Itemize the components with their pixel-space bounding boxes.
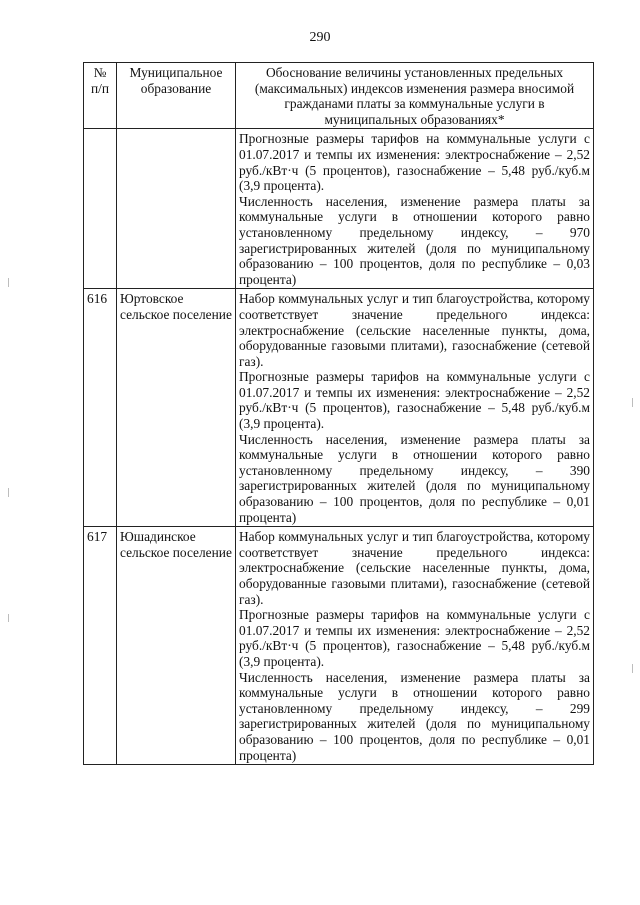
basis-paragraph: Прогнозные размеры тарифов на коммунальные услуги с 01.07.2017 и темпы их изменения: электроснабжение – 2,52 руб./кВт·ч (5 процентов), газоснабжение – 5,48 руб./куб.м (3,9 процента). — [239, 607, 590, 669]
header-municipality: Муниципальное образование — [117, 63, 236, 129]
margin-mark — [8, 488, 9, 497]
row-municipality — [117, 129, 236, 289]
header-basis: Обоснование величины установленных предельных (максимальных) индексов изменения размера вносимой гражданами платы за коммунальные услуги в муниципальных образованиях* — [236, 63, 594, 129]
basis-paragraph: Набор коммунальных услуг и тип благоустройства, которому соответствует значение предельного индекса: электроснабжение (сельские населенные пункты, дома, оборудованные газовыми плитами), газоснабжение (сетевой газ). — [239, 529, 590, 607]
row-municipality: Юртовское сельское поселение — [117, 289, 236, 527]
row-basis — [236, 129, 594, 289]
row-number: 617 — [84, 527, 117, 765]
margin-mark — [8, 614, 9, 622]
basis-paragraph: Прогнозные размеры тарифов на коммунальные услуги с 01.07.2017 и темпы их изменения: электроснабжение – 2,52 руб./кВт·ч (5 процентов), газоснабжение – 5,48 руб./куб.м (3,9 процента). — [239, 131, 590, 194]
margin-mark — [632, 398, 633, 407]
row-basis — [236, 527, 594, 765]
basis-paragraph: Численность населения, изменение размера платы за коммунальные услуги в отношении которого равно установленному предельному индексу, – 390 зарегистрированных жителей (доля по муниципальному образованию – 100 процентов, доля по республике – 0,01 процента) — [239, 431, 590, 525]
basis-paragraph: Прогнозные размеры тарифов на коммунальные услуги с 01.07.2017 и темпы их изменения: электроснабжение – 2,52 руб./кВт·ч (5 процентов), газоснабжение – 5,48 руб./куб.м (3,9 процента). — [239, 369, 590, 432]
table-row — [84, 129, 594, 289]
page-number: 290 — [309, 30, 331, 45]
row-number — [84, 129, 117, 289]
basis-paragraph: Численность населения, изменение размера платы за коммунальные услуги в отношении которого равно установленному предельному индексу, – 299 зарегистрированных жителей (доля по муниципальному образованию – 100 процентов, доля по республике – 0,01 процента) — [239, 669, 590, 763]
table-body — [84, 129, 594, 765]
table-row — [84, 289, 594, 527]
header-number — [84, 63, 117, 129]
table-header-row — [84, 63, 594, 129]
margin-mark — [8, 278, 9, 287]
table-row — [84, 527, 594, 765]
tariff-index-table — [83, 62, 594, 765]
row-basis — [236, 289, 594, 527]
basis-paragraph: Численность населения, изменение размера платы за коммунальные услуги в отношении которого равно установленному предельному индексу, – 970 зарегистрированных жителей (доля по муниципальному образованию – 100 процентов, доля по республике – 0,03 процента) — [239, 193, 590, 287]
row-municipality: Юшадинское сельское поселение — [117, 527, 236, 765]
header-number-line-2: п/п — [90, 80, 110, 96]
header-number-line-1: № — [93, 65, 107, 80]
basis-paragraph: Набор коммунальных услуг и тип благоустройства, которому соответствует значение предельного индекса: электроснабжение (сельские населенные пункты, дома, оборудованные газовыми плитами), газоснабжение (сетевой газ). — [239, 291, 590, 369]
row-number: 616 — [84, 289, 117, 527]
margin-mark — [632, 664, 633, 673]
